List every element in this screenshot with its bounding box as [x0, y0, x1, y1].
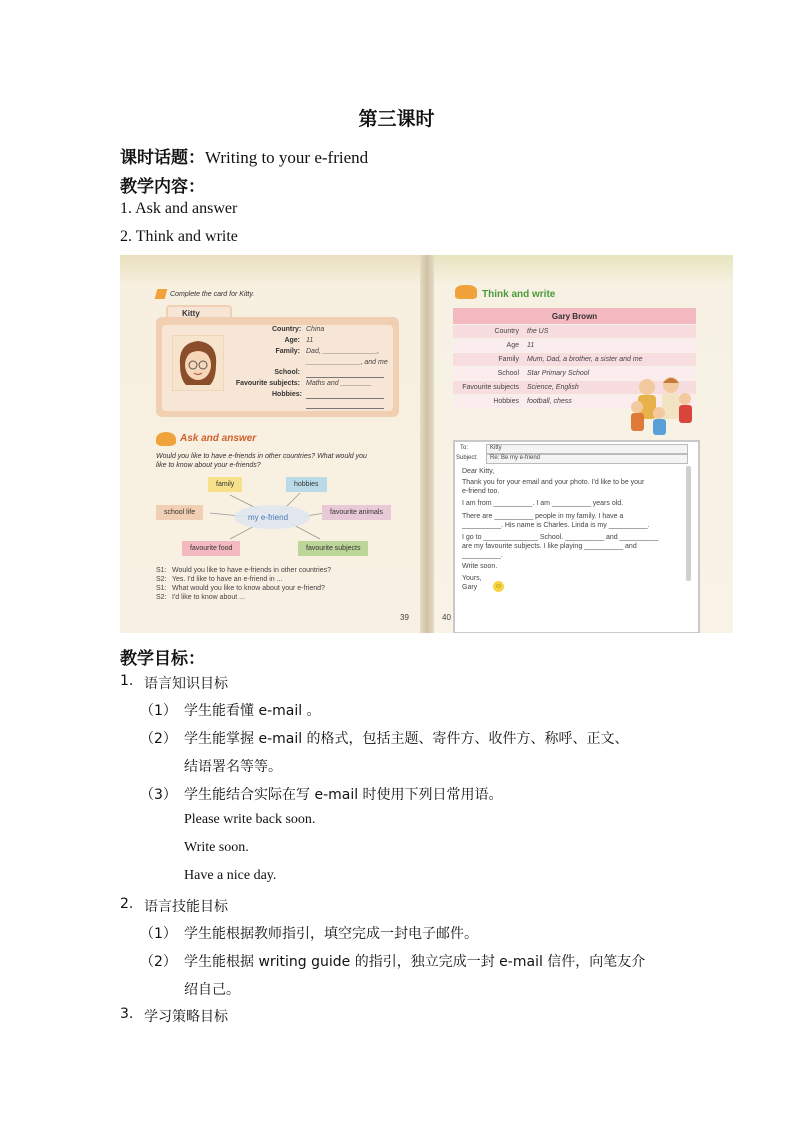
gary-label-family: Family — [498, 356, 519, 363]
dialogue-line-2: Yes. I'd like to have an e-friend in ... — [172, 576, 283, 583]
phrase-3: Have a nice day. — [184, 868, 277, 883]
mindmap-node-hobbies: hobbies — [286, 477, 327, 492]
mindmap-node-favourite-subjects: favourite subjects — [298, 541, 368, 556]
book-gutter — [420, 255, 434, 633]
smiley-icon: ☺ — [494, 583, 503, 590]
email-to-value: Kitty — [490, 445, 502, 451]
objective-1-3-num: （3） — [140, 787, 177, 803]
ask-answer-title: Ask and answer — [180, 433, 257, 444]
dialogue-speaker-2: S2: — [156, 576, 167, 583]
hobbies-blank-1 — [306, 398, 384, 399]
objective-section-1-title: 语言知识目标 — [144, 676, 228, 692]
mindmap-center: my e-friend — [248, 513, 289, 522]
email-line-12: Gary — [462, 584, 478, 591]
phrase-1: Please write back soon. — [184, 812, 316, 827]
objective-2-2-num: （2） — [140, 954, 177, 970]
field-label-family: Family: — [275, 348, 300, 355]
dialogue-line-3: What would you like to know about your e-friend? — [172, 585, 325, 592]
dialogue-speaker-1: S1: — [156, 567, 167, 574]
email-line-3: e-friend too. — [462, 488, 500, 495]
objective-2-2-text-cont: 绍自己。 — [184, 982, 240, 998]
email-subject-label: Subject: — [456, 455, 478, 461]
page-number-left: 39 — [400, 613, 409, 622]
objective-2-1-text: 学生能根据教师指引，填空完成一封电子邮件。 — [184, 926, 478, 942]
family-illustration — [625, 373, 699, 437]
email-line-9: __________. — [462, 552, 503, 559]
objective-1-2-text: 学生能掌握 e-mail 的格式，包括主题、寄件方、收件方、称呼、正文、 — [184, 731, 629, 747]
question-line-2: like to know about your e-friends? — [156, 462, 261, 469]
field-value-age: 11 — [306, 337, 314, 344]
gary-label-country: Country — [494, 328, 519, 335]
field-label-hobbies: Hobbies: — [272, 391, 302, 398]
gary-value-school: Star Primary School — [527, 370, 590, 377]
think-write-title: Think and write — [482, 289, 556, 300]
card-name: Kitty — [182, 309, 200, 318]
gary-label-hobbies: Hobbies — [493, 398, 519, 405]
field-value-country: China — [306, 326, 325, 333]
ask-answer-icon — [156, 432, 176, 446]
gary-value-family: Mum, Dad, a brother, a sister and me — [527, 356, 643, 363]
email-subject-value: Re: Be my e-friend — [490, 455, 541, 461]
field-value-family-2: ______________, and me — [306, 359, 388, 366]
objective-section-3-num: 3. — [120, 1006, 134, 1022]
mindmap-node-school-life: school life — [156, 505, 203, 520]
phrase-2: Write soon. — [184, 840, 249, 855]
field-value-subjects: Maths and ________ — [306, 380, 372, 387]
dialogue-speaker-3: S1: — [156, 585, 167, 592]
objective-1-2-text-cont: 结语署名等等。 — [184, 759, 282, 775]
objectives-heading: 教学目标： — [120, 649, 205, 669]
email-line-11: Yours, — [462, 575, 482, 582]
mindmap-node-favourite-food: favourite food — [182, 541, 240, 556]
email-line-1: Dear Kitty, — [462, 468, 495, 475]
mindmap-node-favourite-animals: favourite animals — [322, 505, 391, 520]
email-to-field — [486, 444, 688, 454]
objective-2-1-num: （1） — [140, 926, 177, 942]
field-label-country: Country: — [272, 326, 302, 333]
gary-value-hobbies: football, chess — [527, 398, 572, 405]
content-heading: 教学内容： — [120, 177, 205, 197]
dialogue-line-1: Would you like to have e-friends in other countries? — [172, 567, 332, 574]
email-line-5: There are __________ people in my family. I have a — [462, 513, 624, 520]
email-line-8: are my favourite subjects. I like playing __________ and — [462, 543, 637, 550]
topic-value: Writing to your e-friend — [205, 148, 369, 167]
objective-section-1-num: 1. — [120, 673, 134, 689]
kitty-portrait — [172, 335, 224, 391]
objective-1-3-text: 学生能结合实际在写 e-mail 时使用下列日常用语。 — [184, 787, 503, 803]
gary-label-subjects: Favourite subjects — [462, 384, 519, 391]
email-line-7: I go to ______________ School. __________ and __________ — [462, 534, 659, 541]
field-label-age: Age: — [284, 337, 300, 344]
content-item-1: 1. Ask and answer — [120, 200, 238, 217]
page-number-right: 40 — [442, 613, 451, 622]
page-title: 第三课时 — [358, 108, 435, 130]
mindmap-node-family: family — [208, 477, 242, 492]
email-line-10: Write soon. — [462, 563, 498, 570]
email-line-2: Thank you for your email and your photo. I'd like to be your — [462, 479, 645, 486]
email-line-6: __________. His name is Charles. Linda is my __________. — [462, 522, 650, 529]
field-label-school: School: — [274, 369, 300, 376]
gary-value-subjects: Science, English — [527, 384, 579, 391]
textbook-image — [120, 255, 733, 633]
objective-1-1-num: （1） — [140, 703, 177, 719]
topic-label: 课时话题： — [120, 148, 205, 168]
objective-section-2-num: 2. — [120, 896, 134, 912]
objective-section-2-title: 语言技能目标 — [144, 899, 228, 915]
email-to-label: To: — [460, 445, 469, 451]
field-value-family: Dad, ______________, — [306, 348, 380, 355]
dialogue-line-4: I'd like to know about ... — [172, 594, 245, 601]
email-line-4: I am from __________. I am __________ years old. — [462, 500, 624, 507]
gary-value-age: 11 — [527, 342, 535, 349]
gary-label-school: School — [497, 370, 519, 377]
hobbies-blank-2 — [306, 408, 384, 409]
gary-table-title: Gary Brown — [551, 312, 598, 321]
gary-value-country: the US — [527, 328, 549, 335]
objective-1-1-text: 学生能看懂 e-mail 。 — [184, 703, 321, 719]
school-blank — [306, 377, 384, 378]
field-label-subjects: Favourite subjects: — [235, 380, 300, 387]
dialogue-speaker-4: S2: — [156, 594, 167, 601]
gary-label-age: Age — [506, 342, 519, 349]
email-scrollbar[interactable] — [686, 466, 691, 581]
content-item-2: 2. Think and write — [120, 228, 238, 245]
question-line-1: Would you like to have e-friends in other countries? What would you — [156, 453, 367, 460]
objective-section-3-title: 学习策略目标 — [144, 1009, 228, 1025]
objective-2-2-text: 学生能根据 writing guide 的指引，独立完成一封 e-mail 信件，向笔友介 — [184, 954, 646, 970]
think-write-icon — [455, 285, 477, 299]
lesson-topic — [120, 143, 368, 168]
objective-1-2-num: （2） — [140, 731, 177, 747]
instruction-text: Complete the card for Kitty. — [170, 291, 255, 298]
